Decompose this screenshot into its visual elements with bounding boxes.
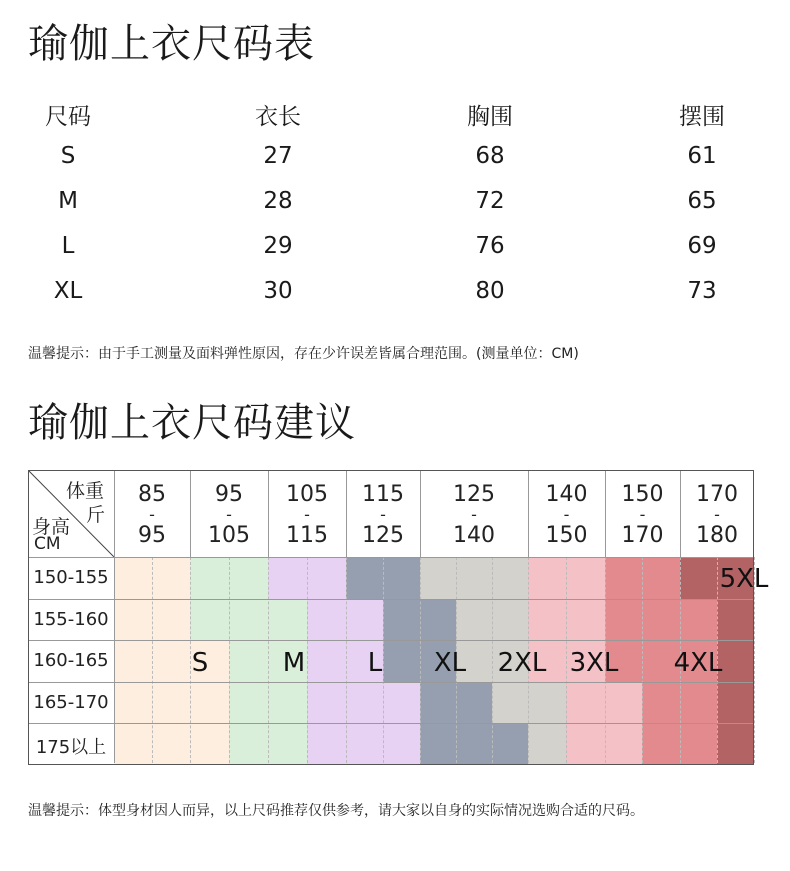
weight-dash: - [226, 505, 232, 524]
weight-to: 150 [545, 523, 588, 548]
grid-border [28, 470, 754, 765]
cell-bust: 76 [475, 233, 505, 259]
cell-bust: 72 [475, 188, 505, 214]
size-chart-header-row [0, 98, 790, 143]
weight-from: 125 [453, 482, 495, 507]
height-range-label: 155-160 [33, 608, 109, 630]
weight-from: 140 [545, 482, 588, 507]
size-label-4xl: 4XL [673, 648, 723, 678]
weight-to: 95 [138, 523, 166, 548]
table-row [0, 143, 790, 188]
size-label-xl: XL [433, 648, 467, 678]
cell-hem: 61 [687, 143, 717, 169]
weight-dash: - [639, 505, 646, 524]
cell-bust: 80 [475, 278, 505, 304]
size-label-s: S [191, 648, 209, 678]
cell-length: 27 [263, 143, 293, 169]
cell-hem: 73 [687, 278, 717, 304]
size-label-l: L [367, 648, 383, 678]
size-chart-title: 瑜伽上衣尺码表 [28, 21, 315, 67]
height-range-label: 160-165 [33, 650, 109, 672]
header-bust: 胸围 [467, 104, 513, 130]
corner-height-unit: CM [34, 534, 61, 554]
cell-bust: 68 [475, 143, 505, 169]
weight-to: 180 [696, 523, 738, 548]
weight-dash: - [714, 505, 720, 524]
weight-from: 115 [362, 482, 404, 507]
size-label-2xl: 2XL [497, 648, 547, 678]
corner-weight-label: 体重 [66, 480, 105, 502]
size-chart-table [0, 98, 790, 323]
header-length: 衣长 [255, 104, 301, 130]
weight-dash: - [380, 505, 386, 524]
weight-from: 150 [621, 482, 664, 507]
header-size: 尺码 [45, 104, 91, 130]
height-range-label: 150-155 [33, 567, 109, 588]
size-label-5xl: 5XL [719, 564, 769, 594]
weight-dash: - [149, 505, 155, 524]
cell-hem: 65 [687, 188, 717, 214]
weight-to: 140 [453, 523, 495, 548]
cell-length: 28 [263, 188, 293, 214]
height-range-label: 165-170 [33, 691, 109, 713]
table-row [0, 233, 790, 278]
weight-from: 170 [696, 482, 738, 507]
cell-size: M [58, 188, 78, 214]
weight-to: 125 [362, 523, 404, 548]
recommendation-note: 温馨提示：体型身材因人而异，以上尺码推荐仅供参考，请大家以自身的实际情况选购合适的尺码。 [28, 803, 644, 819]
table-row [0, 278, 790, 323]
weight-to: 170 [621, 523, 664, 548]
size-recommendation-grid [28, 470, 769, 765]
size-label-3xl: 3XL [569, 648, 619, 678]
weight-to: 105 [208, 523, 250, 548]
cell-length: 29 [263, 233, 293, 259]
weight-dash: - [304, 505, 310, 524]
corner-weight-unit: 斤 [86, 504, 106, 526]
header-hem: 摆围 [679, 104, 725, 130]
measurement-note: 温馨提示：由于手工测量及面料弹性原因，存在少许误差皆属合理范围。(测量单位：CM) [28, 346, 579, 362]
table-row [0, 188, 790, 233]
cell-size: L [61, 233, 75, 259]
recommendation-title: 瑜伽上衣尺码建议 [28, 400, 356, 446]
cell-hem: 69 [687, 233, 717, 259]
weight-dash: - [471, 505, 477, 524]
size-label-m: M [282, 648, 306, 678]
weight-from: 105 [286, 482, 328, 507]
cell-size: XL [53, 278, 83, 304]
weight-to: 115 [286, 523, 328, 548]
weight-from: 95 [215, 482, 243, 507]
weight-from: 85 [138, 482, 166, 507]
corner-height-label: 身高 [32, 516, 71, 538]
height-range-label: 175以上 [35, 737, 107, 759]
weight-dash: - [563, 505, 570, 524]
cell-size: S [60, 143, 76, 169]
cell-length: 30 [263, 278, 293, 304]
